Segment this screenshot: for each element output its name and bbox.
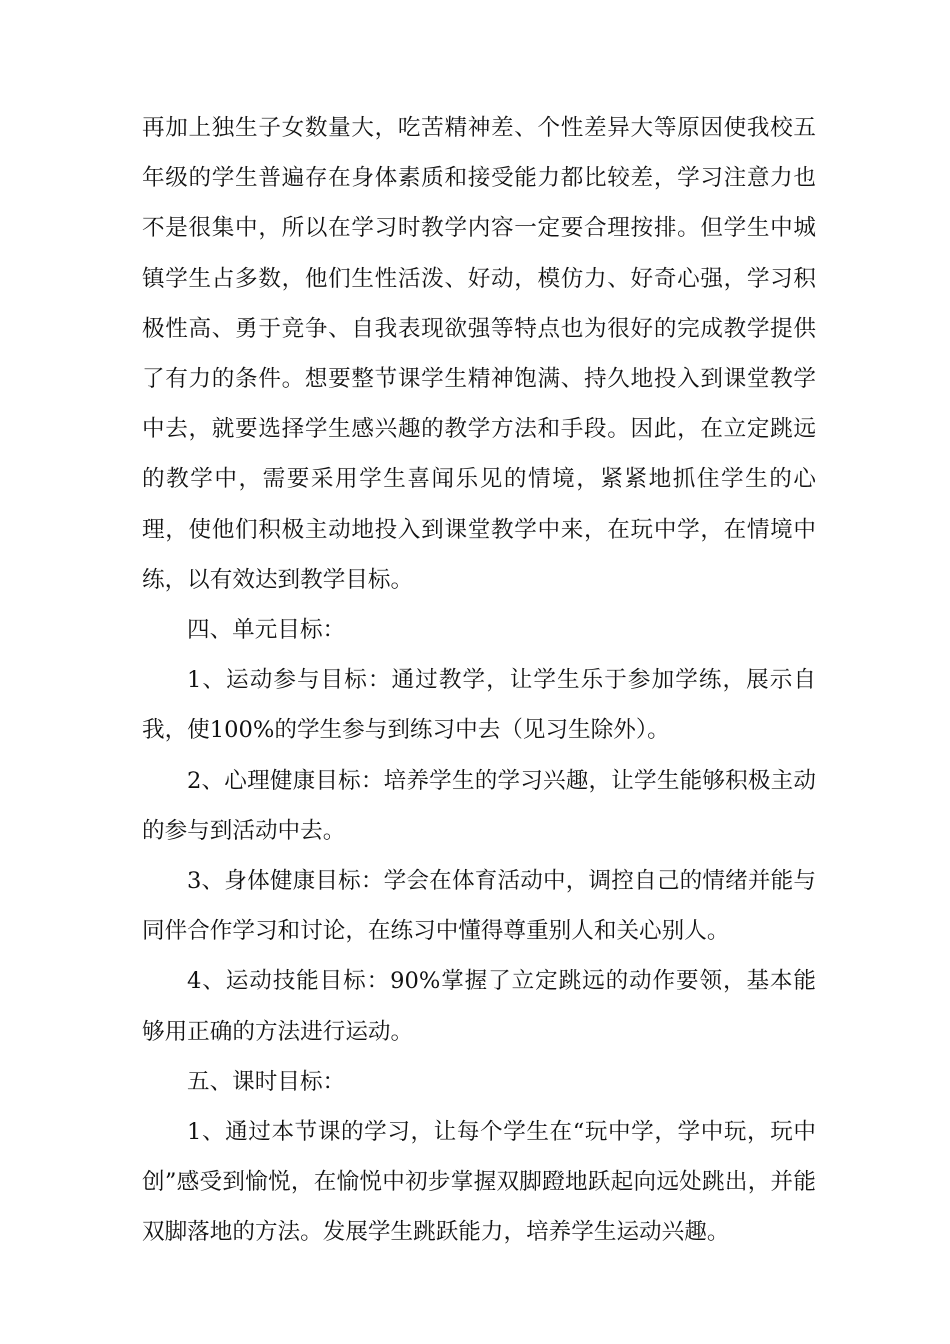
objective-mental-health: 2、心理健康目标：培养学生的学习兴趣，让学生能够积极主动的参与到活动中去。 xyxy=(142,767,816,844)
objective-motor-skills: 4、运动技能目标：90%掌握了立定跳远的动作要领，基本能够用正确的方法进行运动。 xyxy=(142,968,816,1045)
heading-lesson-objectives: 五、课时目标： xyxy=(187,1068,346,1095)
objective-participation: 1、运动参与目标：通过教学，让学生乐于参加学练，展示自我，使100%的学生参与到练习中去（见习生除外）。 xyxy=(142,667,816,744)
document-body xyxy=(142,103,816,1258)
heading-unit-objectives: 四、单元目标： xyxy=(187,617,346,644)
lesson-objective-1: 1、通过本节课的学习，让每个学生在“玩中学，学中玩，玩中创”感受到愉悦，在愉悦中初步掌握双脚蹬地跃起向远处跳出，并能双脚落地的方法。发展学生跳跃能力，培养学生运动兴趣。 xyxy=(142,1119,816,1246)
objective-physical-health: 3、身体健康目标：学会在体育活动中，调控自己的情绪并能与同伴合作学习和讨论，在练习中懂得尊重别人和关心别人。 xyxy=(142,868,816,945)
paragraph-student-analysis: 再加上独生子女数量大，吃苦精神差、个性差异大等原因使我校五年级的学生普遍存在身体素质和接受能力都比较差，学习注意力也不是很集中，所以在学习时教学内容一定要合理按排。但学生中城镇学生占多数，他们生性活泼、好动，模仿力、好奇心强，学习积极性高、勇于竞争、自我表现欲强等特点也为很好的完成教学提供了有力的条件。想要整节课学生精神饱满、持久地投入到课堂教学中去，就要选择学生感兴趣的教学方法和手段。因此，在立定跳远的教学中，需要采用学生喜闻乐见的情境，紧紧地抓住学生的心理，使他们积极主动地投入到课堂教学中来，在玩中学，在情境中练，以有效达到教学目标。 xyxy=(142,115,816,593)
